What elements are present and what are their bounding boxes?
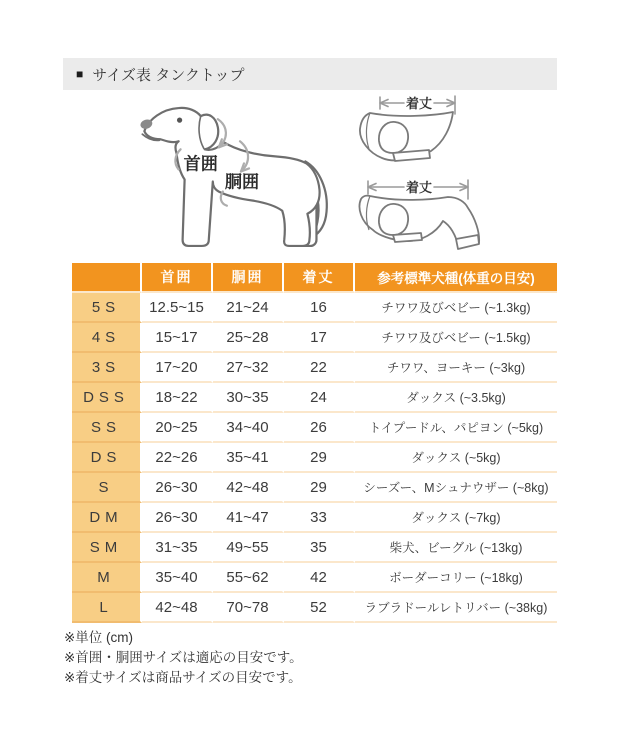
header-breed: 参考標準犬種(体重の目安) xyxy=(355,263,557,293)
size-cell: 4S xyxy=(72,323,142,353)
size-table-header xyxy=(72,263,557,293)
size-cell: SS xyxy=(72,413,142,443)
neck-cell: 22~26 xyxy=(142,443,213,473)
girth-cell: 35~41 xyxy=(213,443,284,473)
neck-cell: 26~30 xyxy=(142,503,213,533)
neck-cell: 42~48 xyxy=(142,593,213,623)
length-cell: 16 xyxy=(284,293,355,323)
leg-opening xyxy=(379,122,408,153)
breed-cell: ダックス (~7kg) xyxy=(355,503,557,533)
size-table-body xyxy=(72,293,557,623)
table-row xyxy=(72,293,557,323)
garment-length-illustration xyxy=(348,92,562,262)
size-cell: M xyxy=(72,563,142,593)
measurement-diagram xyxy=(0,0,625,262)
size-cell: L xyxy=(72,593,142,623)
size-cell: DSS xyxy=(72,383,142,413)
size-cell: 3S xyxy=(72,353,142,383)
length-cell: 24 xyxy=(284,383,355,413)
breed-cell: トイプードル、パピヨン (~5kg) xyxy=(355,413,557,443)
breed-cell: チワワ及びベビー (~1.3kg) xyxy=(355,293,557,323)
size-table xyxy=(72,263,557,623)
girth-cell: 55~62 xyxy=(213,563,284,593)
breed-cell: ダックス (~5kg) xyxy=(355,443,557,473)
section-title: サイズ表 タンクトップ xyxy=(92,66,245,84)
note-length-fit: ※着丈サイズは商品サイズの目安です。 xyxy=(64,670,302,685)
girth-cell: 41~47 xyxy=(213,503,284,533)
breed-cell: シーズー、Mシュナウザー (~8kg) xyxy=(355,473,557,503)
neck-girth-label: 首囲 xyxy=(183,154,218,174)
note-unit: ※単位 (cm) xyxy=(64,630,134,645)
length-cell: 52 xyxy=(284,593,355,623)
header-row xyxy=(72,263,557,293)
size-cell: S xyxy=(72,473,142,503)
neck-cell: 17~20 xyxy=(142,353,213,383)
hem-band xyxy=(393,150,430,161)
neck-cell: 31~35 xyxy=(142,533,213,563)
breed-cell: ボーダーコリー (~18kg) xyxy=(355,563,557,593)
length-cell: 42 xyxy=(284,563,355,593)
neck-cell: 20~25 xyxy=(142,413,213,443)
breed-cell: ラブラドールレトリバー (~38kg) xyxy=(355,593,557,623)
table-row xyxy=(72,353,557,383)
leg-opening xyxy=(379,204,408,235)
neck-cell: 18~22 xyxy=(142,383,213,413)
table-row xyxy=(72,413,557,443)
girth-cell: 21~24 xyxy=(213,293,284,323)
breed-cell: チワワ及びベビー (~1.5kg) xyxy=(355,323,557,353)
footnotes xyxy=(64,628,303,688)
table-row xyxy=(72,563,557,593)
neck-cell: 35~40 xyxy=(142,563,213,593)
neck-cell: 26~30 xyxy=(142,473,213,503)
tank-top-outline xyxy=(360,112,453,161)
table-row xyxy=(72,473,557,503)
table-row xyxy=(72,383,557,413)
length-cell: 33 xyxy=(284,503,355,533)
neck-cell: 12.5~15 xyxy=(142,293,213,323)
table-row xyxy=(72,533,557,563)
girth-cell: 30~35 xyxy=(213,383,284,413)
header-length: 着丈 xyxy=(284,263,355,293)
body-girth-label: 胴囲 xyxy=(224,172,260,192)
top-length-label: 着丈 xyxy=(405,96,433,111)
header-neck: 首囲 xyxy=(142,263,213,293)
table-row xyxy=(72,443,557,473)
girth-cell: 27~32 xyxy=(213,353,284,383)
girth-cell: 25~28 xyxy=(213,323,284,353)
girth-cell: 70~78 xyxy=(213,593,284,623)
size-cell: DS xyxy=(72,443,142,473)
girth-cell: 42~48 xyxy=(213,473,284,503)
breed-cell: 柴犬、ビーグル (~13kg) xyxy=(355,533,557,563)
dog-eye xyxy=(177,118,182,123)
length-cell: 17 xyxy=(284,323,355,353)
length-cell: 29 xyxy=(284,443,355,473)
length-cell: 26 xyxy=(284,413,355,443)
dog-measurement-illustration xyxy=(138,99,350,255)
length-cell: 35 xyxy=(284,533,355,563)
girth-cell: 34~40 xyxy=(213,413,284,443)
length-cell: 29 xyxy=(284,473,355,503)
table-row xyxy=(72,503,557,533)
size-cell: DM xyxy=(72,503,142,533)
neck-cell: 15~17 xyxy=(142,323,213,353)
header-girth: 胴囲 xyxy=(213,263,284,293)
table-row xyxy=(72,323,557,353)
hem-band xyxy=(393,233,422,242)
length-cell: 22 xyxy=(284,353,355,383)
girth-cell: 49~55 xyxy=(213,533,284,563)
header-size xyxy=(72,263,142,293)
note-girth-fit: ※首囲・胴囲サイズは適応の目安です。 xyxy=(64,650,303,665)
square-bullet-icon: ■ xyxy=(76,67,84,81)
table-row xyxy=(72,593,557,623)
breed-cell: ダックス (~3.5kg) xyxy=(355,383,557,413)
size-cell: SM xyxy=(72,533,142,563)
size-cell: 5S xyxy=(72,293,142,323)
romper-outline xyxy=(360,196,480,249)
breed-cell: チワワ、ヨーキー (~3kg) xyxy=(355,353,557,383)
bottom-length-label: 着丈 xyxy=(405,180,433,195)
